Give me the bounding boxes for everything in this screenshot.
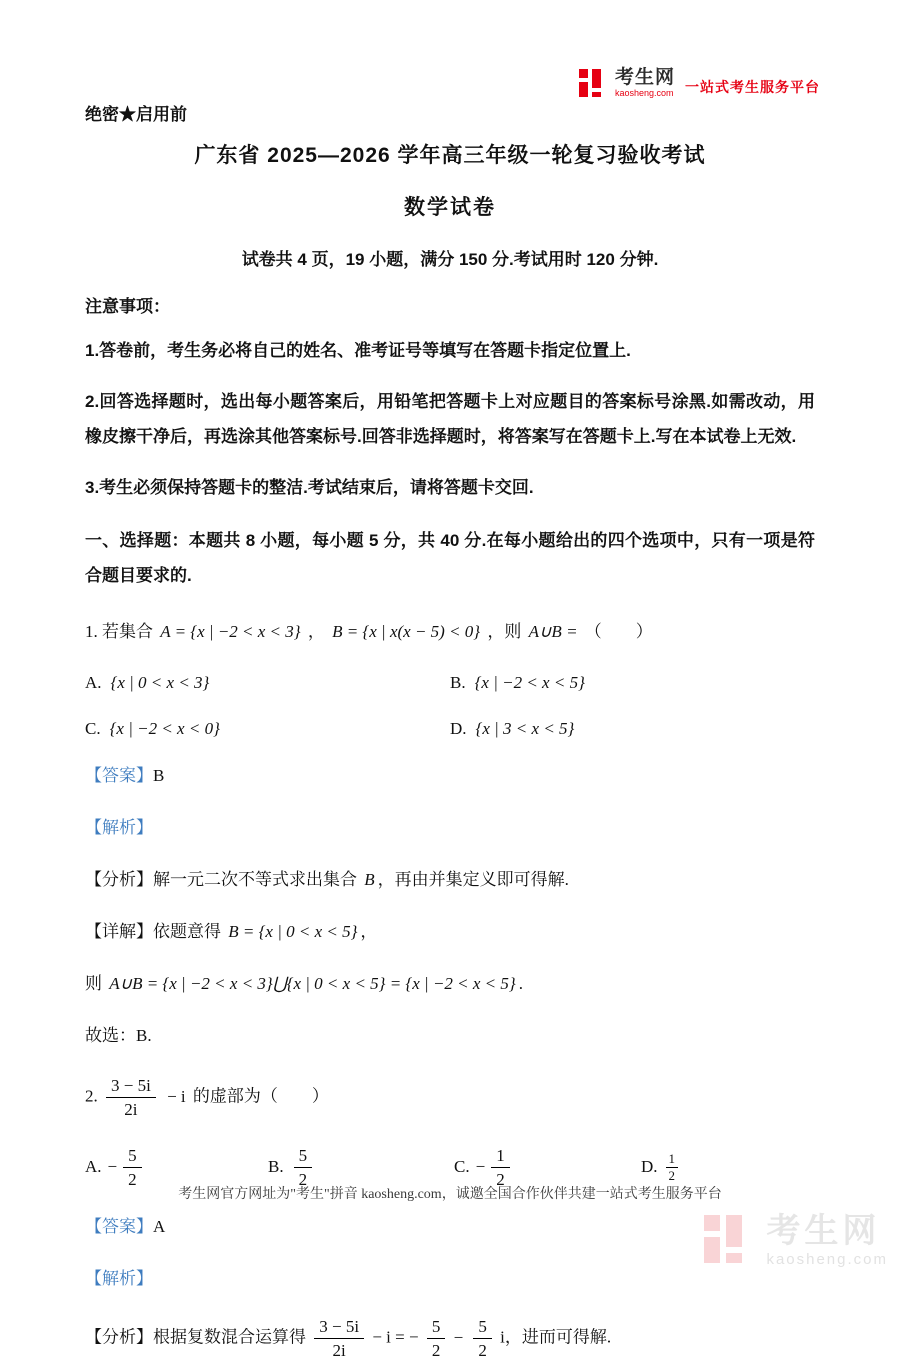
q2-option-d-den: 2 — [668, 1167, 676, 1183]
q1-answer-label: 【答案】 — [85, 766, 153, 785]
q2-option-b-num: 5 — [294, 1145, 313, 1168]
q1-line2-period: . — [518, 974, 523, 993]
q2-fraction-numerator: 3 − 5i — [106, 1075, 156, 1098]
logo-text-block — [615, 68, 675, 98]
watermark-brand: 考生网 — [766, 1211, 881, 1250]
q2-option-c-den: 2 — [496, 1169, 505, 1189]
notice-item-1: 1.答卷前，考生务必将自己的姓名、准考证号等填写在答题卡指定位置上. — [85, 341, 631, 360]
q2-fenxi-f2-den: 2 — [431, 1341, 441, 1361]
footer-note: 考生网官方网址为"考生"拼音 kaosheng.com，诚邀全国合作伙伴共建一站式考生服务平台 — [178, 1187, 722, 1202]
q2-after-frac: − i — [167, 1086, 186, 1106]
q2-option-a-num: 5 — [123, 1145, 142, 1168]
q1-fenxi-text: 【分析】解一元二次不等式求出集合 — [85, 870, 362, 889]
q2-option-d — [641, 1151, 680, 1185]
q1-detail-line-1 — [85, 917, 815, 947]
q2-option-d-num: 1 — [666, 1151, 679, 1168]
exam-subtitle: 数学试卷 — [404, 196, 496, 219]
notice-heading: 注意事项： — [85, 297, 170, 316]
q1-option-b-text: {x | −2 < x < 5} — [474, 673, 585, 692]
classification-label: 绝密★启用前 — [85, 105, 187, 124]
q1-comma: ， — [307, 622, 325, 641]
q1-answer-line — [85, 761, 815, 791]
q1-options-row-1 — [85, 673, 815, 693]
q2-option-c-label: C. — [454, 1157, 470, 1177]
logo-slogan: 一站式考生服务平台 — [685, 79, 820, 95]
q1-option-c-label: C. — [85, 719, 101, 738]
notice-item-3: 3.考生必须保持答题卡的整洁.考试结束后，请将答题卡交回. — [85, 478, 534, 497]
q1-line2-math: A∪B = {x | −2 < x < 3}⋃{x | 0 < x < 5} = {x | −2 < x < 5} — [109, 974, 516, 993]
q1-detail-line-2 — [85, 969, 815, 999]
question-1-statement — [85, 617, 815, 647]
q2-analysis-line — [85, 1316, 815, 1362]
q1-jiexi-label: 【解析】 — [85, 818, 153, 837]
q2-fenxi-fraction-2 — [427, 1316, 446, 1362]
q1-option-b — [450, 673, 815, 693]
q2-fraction-denominator: 2i — [124, 1100, 138, 1120]
q1-option-b-label: B. — [450, 673, 466, 692]
q1-option-c-text: {x | −2 < x < 0} — [109, 719, 220, 738]
q1-option-d-text: {x | 3 < x < 5} — [475, 719, 575, 738]
q2-fraction — [106, 1075, 156, 1121]
q2-fenxi-fraction-1 — [314, 1316, 364, 1362]
q2-option-a-label: A. — [85, 1157, 102, 1177]
watermark-domain: kaosheng.com — [766, 1250, 888, 1268]
q2-option-c-minus: − — [475, 1157, 486, 1177]
q1-option-a-label: A. — [85, 673, 102, 692]
question-2-statement — [85, 1075, 815, 1121]
section-1-heading: 一、选择题：本题共 8 小题，每小题 5 分，共 40 分.在每小题给出的四个选项中，只有一项是符合题目要求的. — [85, 531, 815, 585]
q2-fenxi-minus: − — [453, 1327, 464, 1347]
q2-jiexi-label: 【解析】 — [85, 1269, 153, 1288]
q1-xiangjie-math: B = {x | 0 < x < 5} — [228, 922, 358, 941]
q1-option-d-label: D. — [450, 719, 467, 738]
q1-analysis-line — [85, 865, 815, 895]
q1-xiangjie-comma: ， — [360, 922, 378, 941]
q2-fenxi-fraction-3 — [473, 1316, 492, 1362]
q2-option-c-num: 1 — [491, 1145, 510, 1168]
q2-fenxi-text: 【分析】根据复数混合运算得 — [85, 1327, 306, 1347]
kaosheng-logo — [579, 66, 820, 100]
q1-option-a — [85, 673, 450, 693]
q1-option-d — [450, 719, 815, 739]
logo-domain: kaosheng.com — [614, 88, 674, 98]
q1-conclusion: 故选：B. — [85, 1026, 152, 1045]
q2-answer-value: A — [153, 1217, 166, 1236]
q1-fenxi-rest: ，再由并集定义即可得解. — [377, 870, 569, 889]
q2-option-a-den: 2 — [128, 1169, 137, 1189]
kaosheng-watermark-icon — [704, 1211, 756, 1269]
q2-fenxi-mid: − i = − — [372, 1327, 419, 1347]
q1-option-c — [85, 719, 450, 739]
q2-fenxi-rest: ，进而可得解. — [504, 1327, 612, 1347]
q2-prefix: 2. — [85, 1086, 98, 1106]
q1-prefix: 1. 若集合 — [85, 622, 153, 641]
q1-option-a-text: {x | 0 < x < 3} — [110, 673, 210, 692]
q2-fenxi-f1-num: 3 − 5i — [314, 1316, 364, 1339]
q2-fenxi-f2-num: 5 — [427, 1316, 446, 1339]
q1-paren-blank: （ ） — [584, 622, 653, 641]
q1-options-row-2 — [85, 719, 815, 739]
q2-fenxi-i: i — [500, 1327, 505, 1347]
q1-line2-pre: 则 — [85, 974, 107, 993]
q1-xiangjie-text: 【详解】依题意得 — [85, 922, 226, 941]
kaosheng-logo-icon — [579, 66, 609, 100]
q2-fenxi-f3-den: 2 — [478, 1341, 487, 1361]
notice-item-2: 2.回答选择题时，选出每小题答案后，用铅笔把答题卡上对应题目的答案标号涂黑.如需改动，用橡皮擦干净后，再选涂其他答案标号.回答非选择题时，将答案写在答题卡上.写在本试卷上无效. — [85, 392, 815, 446]
kaosheng-watermark — [704, 1211, 888, 1269]
q2-answer-label: 【答案】 — [85, 1217, 153, 1236]
q2-option-d-fraction — [666, 1151, 679, 1185]
q2-fenxi-f3-num: 5 — [473, 1316, 492, 1339]
q1-analysis-header — [85, 813, 815, 843]
q2-fenxi-f1-den: 2i — [332, 1341, 346, 1361]
q2-statement-text: 的虚部为（ ） — [192, 1086, 329, 1106]
exam-title: 广东省 2025—2026 学年高三年级一轮复习验收考试 — [194, 144, 706, 167]
exam-info-line: 试卷共 4 页，19 小题，满分 150 分.考试用时 120 分钟. — [241, 250, 659, 269]
q1-then: ，则 — [487, 622, 522, 641]
watermark-text-block — [766, 1211, 888, 1268]
q1-set-a: A = {x | −2 < x < 3} — [160, 622, 301, 641]
logo-brand-name: 考生网 — [614, 67, 675, 88]
q2-option-a-minus: − — [107, 1157, 118, 1177]
q2-option-d-label: D. — [641, 1157, 658, 1177]
q1-fenxi-b: B — [364, 870, 375, 889]
q2-option-b-label: B. — [268, 1157, 284, 1177]
q1-set-b: B = {x | x(x − 5) < 0} — [332, 622, 481, 641]
q1-union-expr: A∪B = — [528, 622, 578, 641]
q1-answer-value: B — [153, 766, 165, 785]
q2-option-b-den: 2 — [298, 1169, 308, 1189]
